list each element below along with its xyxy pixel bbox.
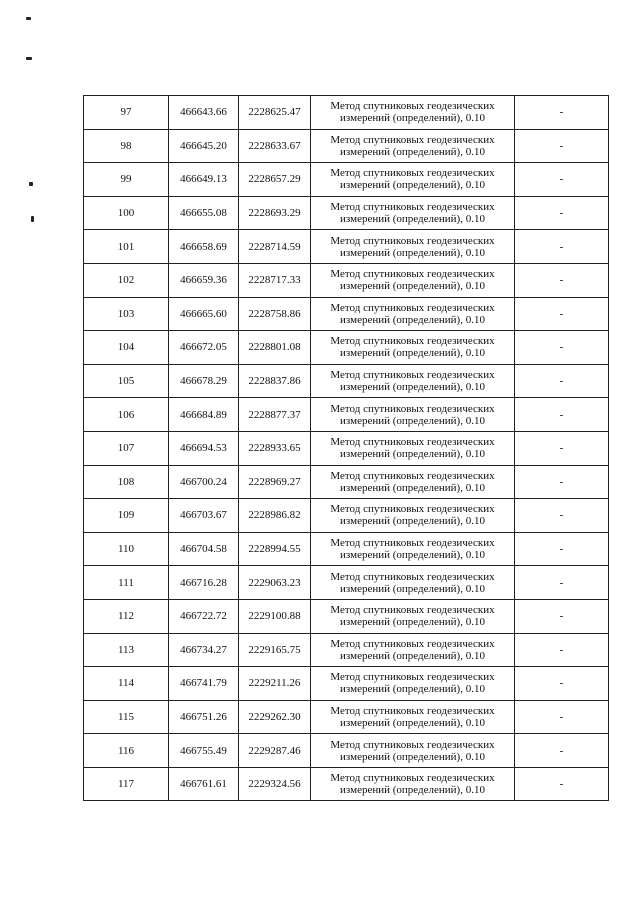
method-line-2: измерений (определений), 0.10	[340, 145, 485, 158]
extra-cell: -	[515, 196, 609, 230]
method-line-1: Метод спутниковых геодезических	[330, 671, 495, 684]
table-row	[84, 230, 609, 264]
extra-cell: -	[515, 297, 609, 331]
extra-cell: -	[515, 599, 609, 633]
point-number-cell: 98	[84, 129, 169, 163]
method-cell	[311, 263, 515, 297]
method-line-1: Метод спутниковых геодезических	[330, 604, 495, 617]
method-line-2: измерений (определений), 0.10	[340, 213, 485, 226]
method-cell	[311, 331, 515, 365]
x-coordinate-cell: 466694.53	[169, 431, 239, 465]
table-row	[84, 532, 609, 566]
x-coordinate-cell: 466741.79	[169, 667, 239, 701]
y-coordinate-cell: 2228714.59	[239, 230, 311, 264]
method-cell	[311, 431, 515, 465]
method-line-2: измерений (определений), 0.10	[340, 683, 485, 696]
table-row	[84, 700, 609, 734]
table-row	[84, 364, 609, 398]
point-number-cell: 101	[84, 230, 169, 264]
point-number-cell: 108	[84, 465, 169, 499]
y-coordinate-cell: 2228877.37	[239, 398, 311, 432]
table-row	[84, 599, 609, 633]
method-line-1: Метод спутниковых геодезических	[330, 201, 495, 214]
y-coordinate-cell: 2229100.88	[239, 599, 311, 633]
method-cell	[311, 499, 515, 533]
method-line-2: измерений (определений), 0.10	[340, 616, 485, 629]
method-cell	[311, 196, 515, 230]
table-row	[84, 163, 609, 197]
y-coordinate-cell: 2228986.82	[239, 499, 311, 533]
table-row	[84, 667, 609, 701]
coordinates-table	[83, 95, 609, 801]
extra-cell: -	[515, 431, 609, 465]
extra-cell: -	[515, 767, 609, 801]
y-coordinate-cell: 2228933.65	[239, 431, 311, 465]
extra-cell: -	[515, 163, 609, 197]
point-number-cell: 111	[84, 566, 169, 600]
extra-cell: -	[515, 364, 609, 398]
scan-mark	[29, 182, 33, 186]
method-line-1: Метод спутниковых геодезических	[330, 301, 495, 314]
method-cell	[311, 734, 515, 768]
point-number-cell: 116	[84, 734, 169, 768]
extra-cell: -	[515, 230, 609, 264]
y-coordinate-cell: 2228693.29	[239, 196, 311, 230]
method-line-2: измерений (определений), 0.10	[340, 582, 485, 595]
table-row	[84, 734, 609, 768]
extra-cell: -	[515, 465, 609, 499]
extra-cell: -	[515, 398, 609, 432]
method-line-1: Метод спутниковых геодезических	[330, 637, 495, 650]
method-line-1: Метод спутниковых геодезических	[330, 335, 495, 348]
table-row	[84, 196, 609, 230]
method-line-2: измерений (определений), 0.10	[340, 549, 485, 562]
method-cell	[311, 364, 515, 398]
method-cell	[311, 767, 515, 801]
extra-cell: -	[515, 700, 609, 734]
y-coordinate-cell: 2229262.30	[239, 700, 311, 734]
point-number-cell: 97	[84, 96, 169, 130]
x-coordinate-cell: 466665.60	[169, 297, 239, 331]
point-number-cell: 100	[84, 196, 169, 230]
method-line-1: Метод спутниковых геодезических	[330, 369, 495, 382]
method-line-2: измерений (определений), 0.10	[340, 280, 485, 293]
method-cell	[311, 230, 515, 264]
method-line-2: измерений (определений), 0.10	[340, 649, 485, 662]
point-number-cell: 106	[84, 398, 169, 432]
x-coordinate-cell: 466658.69	[169, 230, 239, 264]
method-line-1: Метод спутниковых геодезических	[330, 234, 495, 247]
extra-cell: -	[515, 331, 609, 365]
method-line-2: измерений (определений), 0.10	[340, 414, 485, 427]
y-coordinate-cell: 2229324.56	[239, 767, 311, 801]
table-row	[84, 263, 609, 297]
x-coordinate-cell: 466645.20	[169, 129, 239, 163]
extra-cell: -	[515, 566, 609, 600]
point-number-cell: 103	[84, 297, 169, 331]
y-coordinate-cell: 2228717.33	[239, 263, 311, 297]
x-coordinate-cell: 466734.27	[169, 633, 239, 667]
x-coordinate-cell: 466649.13	[169, 163, 239, 197]
method-cell	[311, 163, 515, 197]
coordinates-table-body	[84, 96, 609, 801]
method-line-1: Метод спутниковых геодезических	[330, 503, 495, 516]
method-line-1: Метод спутниковых геодезических	[330, 268, 495, 281]
x-coordinate-cell: 466761.61	[169, 767, 239, 801]
method-line-1: Метод спутниковых геодезических	[330, 537, 495, 550]
method-line-1: Метод спутниковых геодезических	[330, 772, 495, 785]
method-cell	[311, 129, 515, 163]
x-coordinate-cell: 466678.29	[169, 364, 239, 398]
x-coordinate-cell: 466643.66	[169, 96, 239, 130]
method-line-1: Метод спутниковых геодезических	[330, 167, 495, 180]
method-cell	[311, 96, 515, 130]
x-coordinate-cell: 466722.72	[169, 599, 239, 633]
extra-cell: -	[515, 633, 609, 667]
method-line-1: Метод спутниковых геодезических	[330, 570, 495, 583]
table-row	[84, 566, 609, 600]
y-coordinate-cell: 2228994.55	[239, 532, 311, 566]
method-cell	[311, 599, 515, 633]
method-line-1: Метод спутниковых геодезических	[330, 133, 495, 146]
method-line-2: измерений (определений), 0.10	[340, 448, 485, 461]
y-coordinate-cell: 2229063.23	[239, 566, 311, 600]
y-coordinate-cell: 2228758.86	[239, 297, 311, 331]
method-cell	[311, 633, 515, 667]
y-coordinate-cell: 2228801.08	[239, 331, 311, 365]
table-row	[84, 96, 609, 130]
method-line-2: измерений (определений), 0.10	[340, 381, 485, 394]
x-coordinate-cell: 466659.36	[169, 263, 239, 297]
scan-mark	[31, 216, 34, 222]
method-line-2: измерений (определений), 0.10	[340, 481, 485, 494]
method-cell	[311, 465, 515, 499]
extra-cell: -	[515, 499, 609, 533]
scan-mark	[26, 17, 31, 20]
extra-cell: -	[515, 263, 609, 297]
point-number-cell: 109	[84, 499, 169, 533]
x-coordinate-cell: 466704.58	[169, 532, 239, 566]
x-coordinate-cell: 466703.67	[169, 499, 239, 533]
y-coordinate-cell: 2228633.67	[239, 129, 311, 163]
y-coordinate-cell: 2229165.75	[239, 633, 311, 667]
method-cell	[311, 297, 515, 331]
method-line-1: Метод спутниковых геодезических	[330, 738, 495, 751]
point-number-cell: 115	[84, 700, 169, 734]
extra-cell: -	[515, 532, 609, 566]
method-line-1: Метод спутниковых геодезических	[330, 436, 495, 449]
extra-cell: -	[515, 667, 609, 701]
x-coordinate-cell: 466716.28	[169, 566, 239, 600]
extra-cell: -	[515, 734, 609, 768]
x-coordinate-cell: 466684.89	[169, 398, 239, 432]
method-line-2: измерений (определений), 0.10	[340, 750, 485, 763]
point-number-cell: 105	[84, 364, 169, 398]
extra-cell: -	[515, 96, 609, 130]
method-cell	[311, 566, 515, 600]
y-coordinate-cell: 2228969.27	[239, 465, 311, 499]
method-line-2: измерений (определений), 0.10	[340, 515, 485, 528]
method-line-2: измерений (определений), 0.10	[340, 112, 485, 125]
method-line-2: измерений (определений), 0.10	[340, 716, 485, 729]
point-number-cell: 107	[84, 431, 169, 465]
table-row	[84, 431, 609, 465]
table-row	[84, 465, 609, 499]
method-line-1: Метод спутниковых геодезических	[330, 402, 495, 415]
table-row	[84, 767, 609, 801]
y-coordinate-cell: 2228657.29	[239, 163, 311, 197]
x-coordinate-cell: 466751.26	[169, 700, 239, 734]
extra-cell: -	[515, 129, 609, 163]
point-number-cell: 104	[84, 331, 169, 365]
method-line-1: Метод спутниковых геодезических	[330, 100, 495, 113]
table-row	[84, 633, 609, 667]
scan-mark	[26, 57, 32, 60]
method-cell	[311, 532, 515, 566]
point-number-cell: 112	[84, 599, 169, 633]
y-coordinate-cell: 2229287.46	[239, 734, 311, 768]
point-number-cell: 114	[84, 667, 169, 701]
method-line-2: измерений (определений), 0.10	[340, 179, 485, 192]
point-number-cell: 110	[84, 532, 169, 566]
point-number-cell: 117	[84, 767, 169, 801]
method-cell	[311, 700, 515, 734]
y-coordinate-cell: 2228625.47	[239, 96, 311, 130]
x-coordinate-cell: 466755.49	[169, 734, 239, 768]
method-cell	[311, 398, 515, 432]
x-coordinate-cell: 466700.24	[169, 465, 239, 499]
method-line-1: Метод спутниковых геодезических	[330, 704, 495, 717]
method-line-2: измерений (определений), 0.10	[340, 246, 485, 259]
table-row	[84, 331, 609, 365]
method-line-2: измерений (определений), 0.10	[340, 313, 485, 326]
point-number-cell: 113	[84, 633, 169, 667]
point-number-cell: 99	[84, 163, 169, 197]
table-row	[84, 398, 609, 432]
method-cell	[311, 667, 515, 701]
method-line-2: измерений (определений), 0.10	[340, 784, 485, 797]
y-coordinate-cell: 2229211.26	[239, 667, 311, 701]
method-line-1: Метод спутниковых геодезических	[330, 469, 495, 482]
table-row	[84, 297, 609, 331]
y-coordinate-cell: 2228837.86	[239, 364, 311, 398]
point-number-cell: 102	[84, 263, 169, 297]
method-line-2: измерений (определений), 0.10	[340, 347, 485, 360]
x-coordinate-cell: 466672.05	[169, 331, 239, 365]
x-coordinate-cell: 466655.08	[169, 196, 239, 230]
table-row	[84, 129, 609, 163]
table-row	[84, 499, 609, 533]
